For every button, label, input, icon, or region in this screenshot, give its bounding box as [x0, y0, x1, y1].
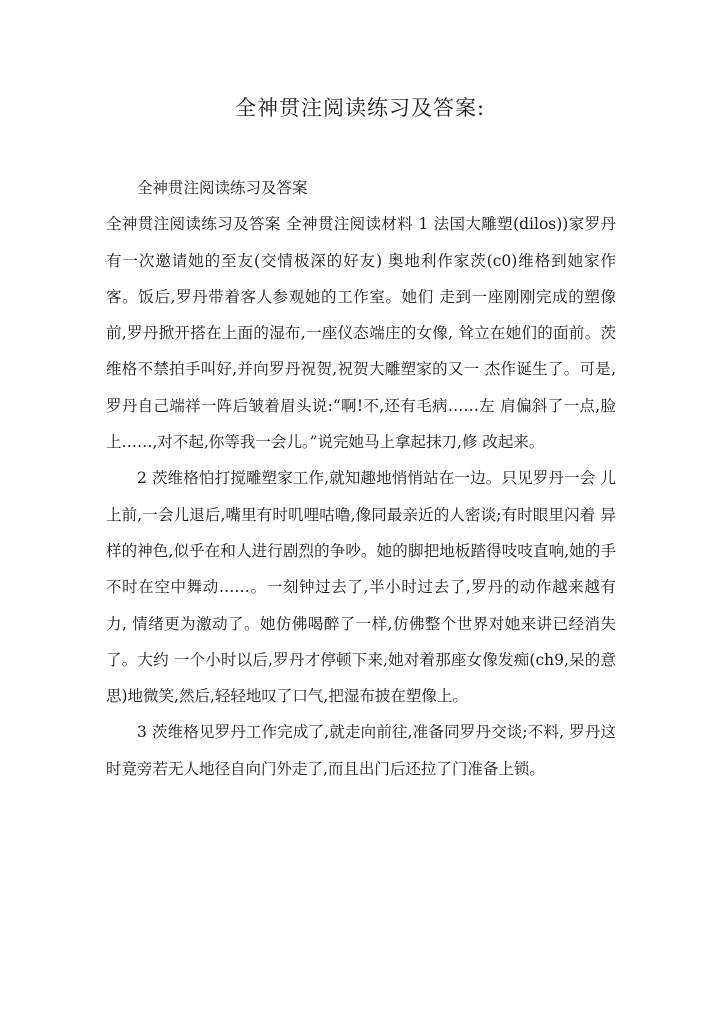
paragraph-1: 全神贯注阅读练习及答案 全神贯注阅读材料 1 法国大雕塑(dilos))家罗丹有一次邀请她的至友(交情极深的好友) 奥地利作家茨(c0)维格到她家作客。饭后,罗丹带着客人参观她的工作室。她们 走到一座刚刚完成的塑像前,罗丹掀开搭在上面的湿布,一座仪态端庄的女像, 耸立在她们的面前。茨维格不禁拍手叫好,并向罗丹祝贺,祝贺大雕塑家的又一 杰作诞生了。可是,罗丹自己端祥一阵后皱着眉头说:“啊!不,还有毛病……左 肩偏斜了一点,脸上……,对不起,你等我一会儿。”说完她马上拿起抹刀,修 改起来。	[106, 215, 616, 452]
paragraph-subtitle: 全神贯注阅读练习及答案	[137, 179, 308, 197]
paragraph-3: 3 茨维格见罗丹工作完成了,就走向前往,准备同罗丹交谈;不料, 罗丹这时竟旁若无人地径自向门外走了,而且出门后还拉了门准备上锁。	[106, 723, 616, 778]
document-title: 全神贯注阅读练习及答案:	[234, 96, 486, 120]
document-body	[106, 170, 616, 787]
paragraph-2: 2 茨维格怕打搅雕塑家工作,就知趣地悄悄站在一边。只见罗丹一会 儿上前,一会儿退后,嘴里有时叽哩咕噜,像同最亲近的人密谈;有时眼里闪着 异样的神色,似乎在和人进行剧烈的争吵。她的脚把地板踏得吱吱直响,她的手 不时在空中舞动……。一刻钟过去了,半小时过去了,罗丹的动作越来越有力, 情绪更为激动了。她仿佛喝醉了一样,仿佛整个世界对她来讲已经消失了。大约 一个小时以后,罗丹才停顿下来,她对着那座女像发痴(ch9,呆的意思)地微笑,然后,轻轻地叹了口气,把湿布披在塑像上。	[106, 469, 616, 706]
